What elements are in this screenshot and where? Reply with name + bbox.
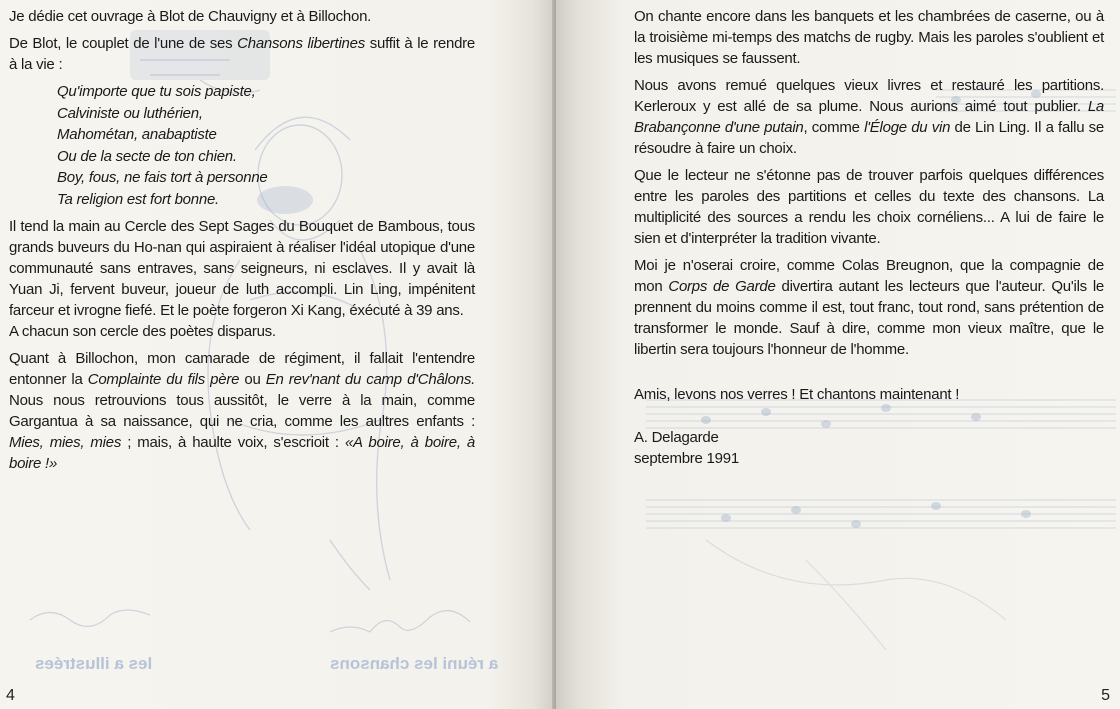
verse-line: Calviniste ou luthérien,	[57, 104, 203, 122]
verse-line: Mahométan, anabaptiste	[57, 126, 217, 143]
dedication: Je dédie cet ouvrage à Blot de Chauvigny et à Billochon.	[9, 8, 372, 25]
right-page-text	[634, 6, 1104, 469]
signature-name: A. Delagarde	[634, 429, 719, 446]
verse-line: Ou de la secte de ton chien.	[57, 147, 237, 165]
signature-block	[634, 427, 1104, 469]
left-page-text	[9, 6, 475, 480]
paragraph-colas-breugnon: Moi je n'oserai croire, comme Colas Breugnon, que la compagnie de mon Corps de Garde divertira autant les lecteurs que l'auteur. Qu'ils le prennent du moins comme il est, tout franc, tout rond, sans prétention de transformer le monde. Sauf à dire, comme mon vieux maître, que le libertin sera toujours l'honneur de l'homme.	[634, 257, 1104, 358]
paragraph-banquets: On chante encore dans les banquets et les chambrées de caserne, ou à la troisième mi-temps des matchs de rugby. Mais les paroles s'oublient et les musiques se faussent.	[634, 8, 1104, 67]
paragraph-partitions: Nous avons remué quelques vieux livres et restauré les partitions. Kerleroux y est allé de sa plume. Nous aurions aimé tout publier. La Brabançonne d'une putain, comme l'Éloge du vin de Lin Ling. Il a fallu se résoudre à faire un choix.	[634, 77, 1104, 157]
bleed-text-illustrees: les a illustrées	[35, 654, 153, 673]
paragraph-cercle: A chacun son cercle des poètes disparus.	[9, 323, 276, 340]
left-page	[0, 0, 556, 709]
bleed-text-chansons: a réuni les chansons	[330, 654, 499, 673]
paragraph-lecteur: Que le lecteur ne s'étonne pas de trouver parfois quelques différences entre les paroles des partitions et celles du texte des chansons. La multiplicité des sources a rendu les choix cornéliens... A lui de faire le sien et d'interpréter la tradition vivante.	[634, 167, 1104, 247]
verse-line: Boy, fous, ne fais tort à personne	[57, 169, 268, 186]
closing-toast: Amis, levons nos verres ! Et chantons maintenant !	[634, 386, 960, 403]
paragraph-blot: De Blot, le couplet de l'une de ses Chansons libertines suffit à le rendre à la vie :	[9, 35, 476, 73]
poem-verse	[57, 81, 475, 210]
page-number-left: 4	[6, 687, 15, 704]
verse-line: Qu'importe que tu sois papiste,	[57, 83, 256, 100]
paragraph-billochon: Quant à Billochon, mon camarade de régiment, il fallait l'entendre entonner la Complainte du fils père ou En rev'nant du camp d'Châlons. Nous nous retrouvions tous aussitôt, le verre à la main, comme Gargantua à sa naissance, qui ne cria, comme les aultres enfants : Mies, mies, mies ; mais, à haulte voix, s'escrioit : «A boire, à boire, à boire !»	[9, 350, 475, 472]
page-number-right: 5	[1101, 687, 1110, 704]
right-page	[556, 0, 1120, 709]
paragraph-sept-sages: Il tend la main au Cercle des Sept Sages du Bouquet de Bambous, tous grands buveurs du Ho-nan qui aspiraient à réaliser l'idéal utopique d'une communauté sans entraves, sans seigneurs, ni esclaves. Il y avait là Yuan Ji, fervent buveur, joueur de luth accompli. Lin Ling, impénitent farceur et ivrogne fiefé. Et le poète forgeron Xi Kang, éxécuté à 39 ans.	[9, 218, 475, 319]
signature-date: septembre 1991	[634, 450, 739, 467]
verse-line: Ta religion est fort bonne.	[57, 190, 219, 208]
